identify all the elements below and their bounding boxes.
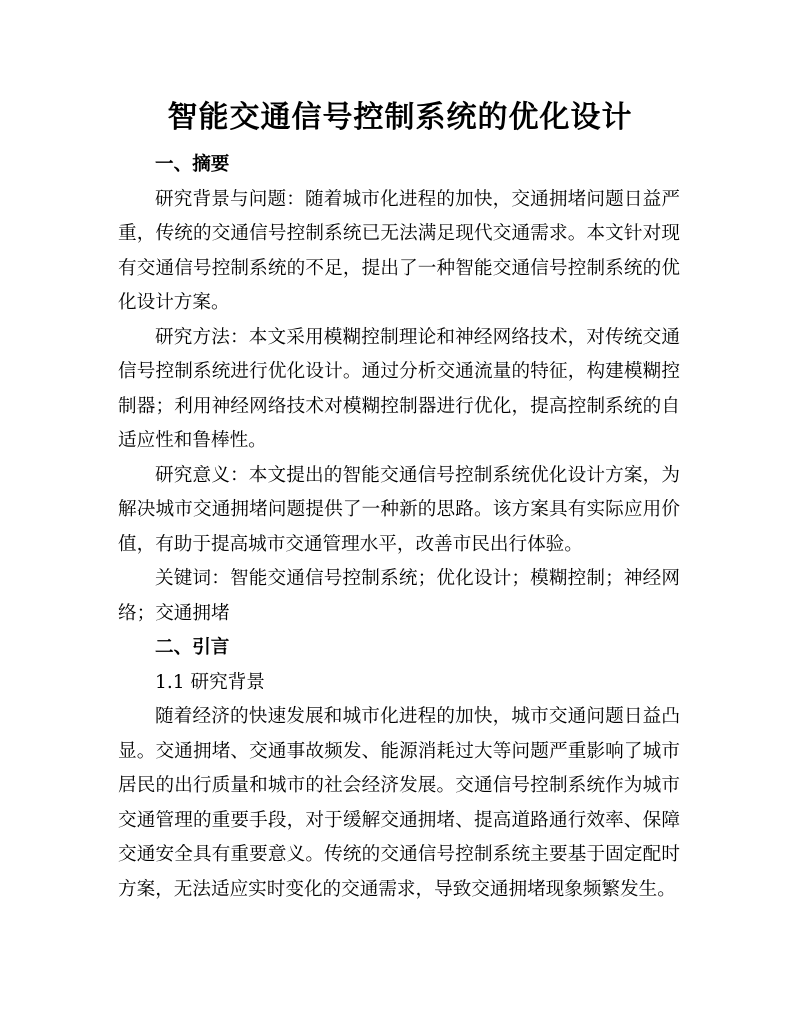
abstract-paragraph-background: 研究背景与问题：随着城市化进程的加快，交通拥堵问题日益严重，传统的交通信号控制系统已无法满足现代交通需求。本文针对现有交通信号控制系统的不足，提出了一种智能交通信号控制系统的优化设计方案。: [118, 188, 680, 313]
subsection-heading-background: 1.1 研究背景: [155, 671, 265, 693]
keywords-paragraph: 关键词：智能交通信号控制系统；优化设计；模糊控制；神经网络；交通拥堵: [118, 568, 680, 624]
section-heading-introduction: 二、引言: [155, 637, 230, 658]
document-title: 智能交通信号控制系统的优化设计: [167, 100, 633, 135]
section-heading-abstract: 一、摘要: [155, 154, 230, 175]
document-body: [118, 148, 680, 907]
abstract-paragraph-method: 研究方法：本文采用模糊控制理论和神经网络技术，对传统交通信号控制系统进行优化设计。通过分析交通流量的特征，构建模糊控制器；利用神经网络技术对模糊控制器进行优化，提高控制系统的自适应性和鲁棒性。: [118, 326, 680, 451]
abstract-paragraph-significance: 研究意义：本文提出的智能交通信号控制系统优化设计方案，为解决城市交通拥堵问题提供了一种新的思路。该方案具有实际应用价值，有助于提高城市交通管理水平，改善市民出行体验。: [118, 464, 680, 555]
introduction-paragraph: 随着经济的快速发展和城市化进程的加快，城市交通问题日益凸显。交通拥堵、交通事故频发、能源消耗过大等问题严重影响了城市居民的出行质量和城市的社会经济发展。交通信号控制系统作为城市交通管理的重要手段，对于缓解交通拥堵、提高道路通行效率、保障交通安全具有重要意义。传统的交通信号控制系统主要基于固定配时方案，无法适应实时变化的交通需求，导致交通拥堵现象频繁发生。: [118, 706, 680, 900]
